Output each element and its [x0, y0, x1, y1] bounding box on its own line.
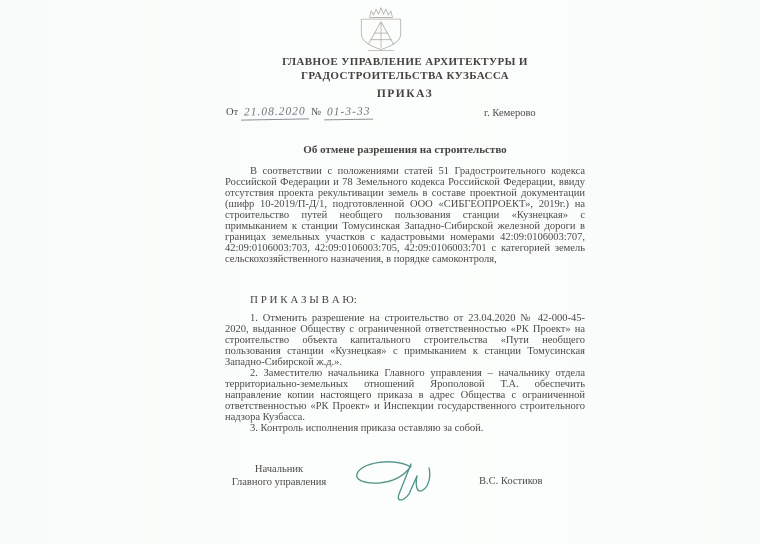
- document-type-heading: ПРИКАЗ: [376, 88, 434, 100]
- order-items: [225, 313, 585, 434]
- city-label: г. Кемерово: [484, 108, 536, 119]
- preamble-paragraph: В соответствии с положениями статей 51 Градостроительного кодекса Российской Федерации и 78 Земельного кодекса Российской Федерации, ввиду отсутствия проекта рекультивации земель в составе проектной документации (шифр 10-2019/П-Д/1, подготовленной ООО «СИБГЕОПРОЕКТ», 2019г.) на строительство путей необщего пользования станции «Кузнецкая» с примыканием к станции Томусинская Западно-Сибирской железной дороги в границах земельных участков с кадастровыми номерами 42:09:0106003:707, 42:09:0106003:703, 42:09:0106003:705, 42:09:0106003:701 с категорией земель сельскохозяйственного назначения, в порядке самоконтроля,: [225, 166, 585, 265]
- signer-position-line2: Главного управления: [231, 477, 327, 488]
- order-item-1: 1. Отменить разрешение на строительство от 23.04.2020 № 42-000-45-2020, выданное Обществу с ограниченной ответственностью «РК Проект» на строительство объекта капитального строительства «Пути необщего пользования станции «Кузнецкая» с примыканием к станции Томусинская Западно-Сибирской ж.д.».: [225, 313, 585, 368]
- order-keyword: П Р И К А З Ы В А Ю:: [250, 294, 357, 306]
- date-prefix-label: От: [226, 107, 239, 118]
- order-item-3: 3. Контроль исполнения приказа оставляю за собой.: [250, 423, 484, 434]
- signer-position: [229, 463, 329, 489]
- kuzbass-coat-of-arms-icon: [346, 6, 416, 52]
- number-handwritten-value: 01-3-33: [324, 106, 374, 121]
- handwritten-signature-icon: [343, 454, 453, 512]
- signer-position-line1: Начальник: [254, 464, 304, 475]
- organization-name-line2: ГРАДОСТРОИТЕЛЬСТВА КУЗБАССА: [301, 69, 509, 82]
- organization-name: [225, 56, 585, 83]
- document-title: Об отмене разрешения на строительство: [303, 144, 507, 156]
- organization-name-line1: ГЛАВНОЕ УПРАВЛЕНИЕ АРХИТЕКТУРЫ И: [282, 56, 528, 68]
- signer-name: В.С. Костиков: [479, 476, 543, 487]
- date-handwritten-value: 21.08.2020: [241, 105, 309, 120]
- order-item-2: 2. Заместителю начальника Главного управления – начальнику отдела территориально-земельных отношений Ярополовой Т.А. обеспечить направление копии настоящего приказа в адрес Общества с ограниченной ответственностью «РК Проект» и Инспекции государственного строительного надзора Кузбасса.: [225, 368, 585, 423]
- number-prefix-label: №: [311, 107, 322, 118]
- signature-block: [225, 460, 585, 530]
